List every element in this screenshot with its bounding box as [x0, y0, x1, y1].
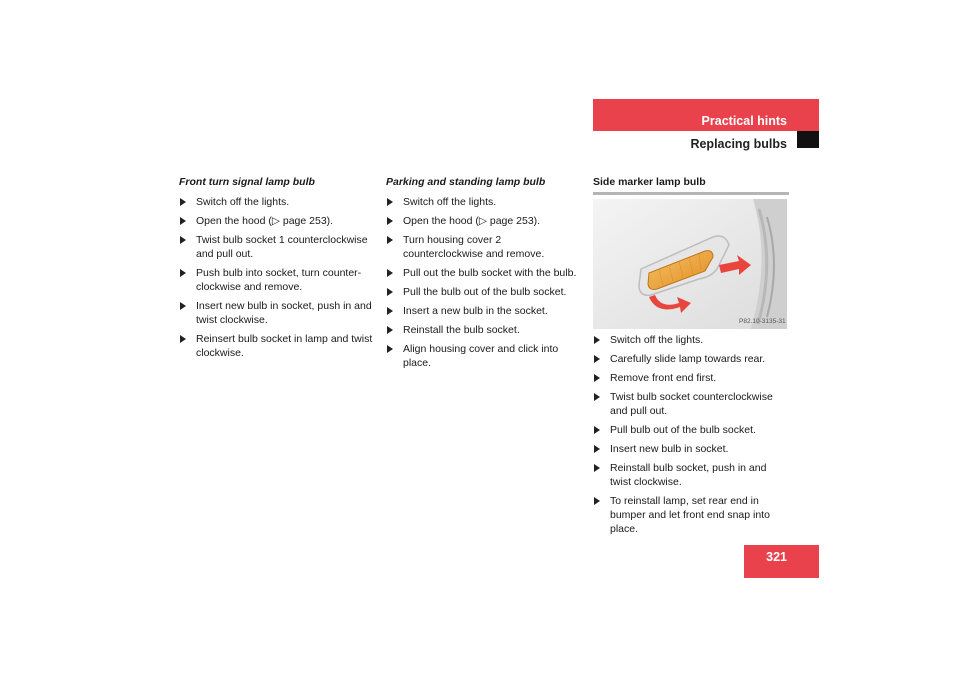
column-heading: Side marker lamp bulb	[593, 175, 789, 195]
column-side-marker	[593, 175, 789, 541]
step-item: Twist bulb socket counterclockwise and pull out.	[593, 390, 789, 418]
step-item: Switch off the lights.	[593, 333, 789, 347]
section-subtitle: Replacing bulbs	[690, 137, 787, 151]
step-item: Reinsert bulb socket in lamp and twist clockwise.	[179, 332, 375, 360]
step-item: Reinstall the bulb socket.	[386, 323, 582, 337]
header-banner	[593, 99, 819, 131]
step-item: Carefully slide lamp towards rear.	[593, 352, 789, 366]
step-item: Twist bulb socket 1 counterclockwise and pull out.	[179, 233, 375, 261]
step-list	[386, 195, 582, 370]
step-item: Pull out the bulb socket with the bulb.	[386, 266, 582, 280]
page-number-box	[744, 545, 819, 578]
step-item: Switch off the lights.	[179, 195, 375, 209]
step-item: Insert new bulb in socket, push in and twist clockwise.	[179, 299, 375, 327]
step-item: Open the hood (▷ page 253).	[179, 214, 375, 228]
step-item: Pull bulb out of the bulb socket.	[593, 423, 789, 437]
step-item: Align housing cover and click into place.	[386, 342, 582, 370]
step-item: To reinstall lamp, set rear end in bumper and let front end snap into place.	[593, 494, 789, 536]
step-item: Push bulb into socket, turn counter-clockwise and remove.	[179, 266, 375, 294]
column-parking-lamp	[386, 175, 582, 375]
step-item: Reinstall bulb socket, push in and twist clockwise.	[593, 461, 789, 489]
step-item: Open the hood (▷ page 253).	[386, 214, 582, 228]
step-item: Turn housing cover 2 counterclockwise and remove.	[386, 233, 582, 261]
column-heading: Parking and standing lamp bulb	[386, 176, 546, 188]
column-heading: Front turn signal lamp bulb	[179, 176, 315, 188]
page-number: 321	[766, 550, 787, 564]
header-marker	[797, 131, 819, 148]
image-code: P82.10-3135-31	[739, 318, 786, 325]
step-list	[593, 333, 789, 536]
side-marker-lamp-photo	[593, 199, 787, 329]
step-list	[179, 195, 375, 360]
step-item: Remove front end first.	[593, 371, 789, 385]
column-front-turn-signal	[179, 175, 375, 365]
step-item: Insert new bulb in socket.	[593, 442, 789, 456]
section-title: Practical hints	[701, 114, 787, 128]
step-item: Pull the bulb out of the bulb socket.	[386, 285, 582, 299]
step-item: Switch off the lights.	[386, 195, 582, 209]
step-item: Insert a new bulb in the socket.	[386, 304, 582, 318]
